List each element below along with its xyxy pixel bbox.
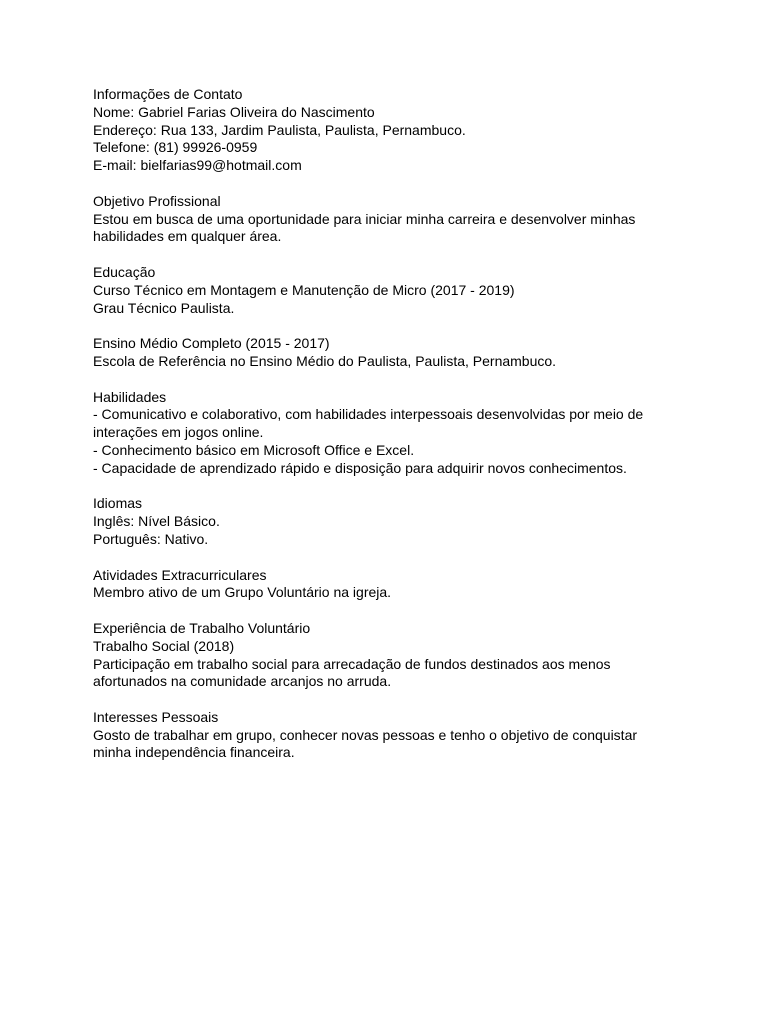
volunteer-section — [93, 620, 693, 691]
volunteer-desc-line2: afortunados na comunidade arcanjos no arruda. — [93, 673, 392, 690]
volunteer-desc-line1: Participação em trabalho social para arrecadação de fundos destinados aos menos — [93, 655, 611, 672]
languages-portuguese: Português: Nativo. — [93, 530, 209, 547]
interests-heading: Interesses Pessoais — [93, 708, 219, 725]
education-highschool — [93, 335, 693, 371]
objective-text-line1: Estou em busca de uma oportunidade para iniciar minha carreira e desenvolver minhas — [93, 210, 636, 227]
interests-text-line2: minha independência financeira. — [93, 744, 295, 761]
resume-document — [93, 86, 693, 780]
languages-heading: Idiomas — [93, 495, 143, 512]
languages-section — [93, 495, 693, 548]
contact-email: E-mail: bielfarias99@hotmail.com — [93, 157, 302, 174]
objective-text-line2: habilidades em qualquer área. — [93, 228, 282, 245]
skills-item2: - Conhecimento básico em Microsoft Office e Excel. — [93, 441, 415, 458]
interests-section — [93, 709, 693, 762]
skills-item1-line2: interações em jogos online. — [93, 424, 264, 441]
education-section — [93, 264, 693, 317]
interests-text-line1: Gosto de trabalhar em grupo, conhecer novas pessoas e tenho o objetivo de conquistar — [93, 726, 638, 743]
contact-phone: Telefone: (81) 99926-0959 — [93, 139, 258, 156]
objective-section — [93, 193, 693, 246]
skills-item1-line1: - Comunicativo e colaborativo, com habilidades interpessoais desenvolvidas por meio de — [93, 406, 644, 423]
volunteer-heading: Experiência de Trabalho Voluntário — [93, 619, 311, 636]
education-course2-school: Escola de Referência no Ensino Médio do Paulista, Paulista, Pernambuco. — [93, 352, 557, 369]
volunteer-title: Trabalho Social (2018) — [93, 637, 235, 654]
extracurricular-heading: Atividades Extracurriculares — [93, 566, 267, 583]
extracurricular-item: Membro ativo de um Grupo Voluntário na igreja. — [93, 584, 392, 601]
education-heading: Educação — [93, 263, 156, 280]
education-course1-school: Grau Técnico Paulista. — [93, 299, 235, 316]
skills-item3: - Capacidade de aprendizado rápido e disposição para adquirir novos conhecimentos. — [93, 459, 627, 476]
education-course2-title: Ensino Médio Completo (2015 - 2017) — [93, 335, 330, 352]
contact-name: Nome: Gabriel Farias Oliveira do Nascimento — [93, 103, 375, 120]
skills-section — [93, 389, 693, 478]
objective-heading: Objetivo Profissional — [93, 192, 221, 209]
contact-section — [93, 86, 693, 175]
skills-heading: Habilidades — [93, 388, 167, 405]
contact-address: Endereço: Rua 133, Jardim Paulista, Paulista, Pernambuco. — [93, 121, 466, 138]
languages-english: Inglês: Nível Básico. — [93, 513, 220, 530]
education-course1-title: Curso Técnico em Montagem e Manutenção de Micro (2017 - 2019) — [93, 281, 515, 298]
contact-heading: Informações de Contato — [93, 86, 243, 102]
extracurricular-section — [93, 567, 693, 603]
